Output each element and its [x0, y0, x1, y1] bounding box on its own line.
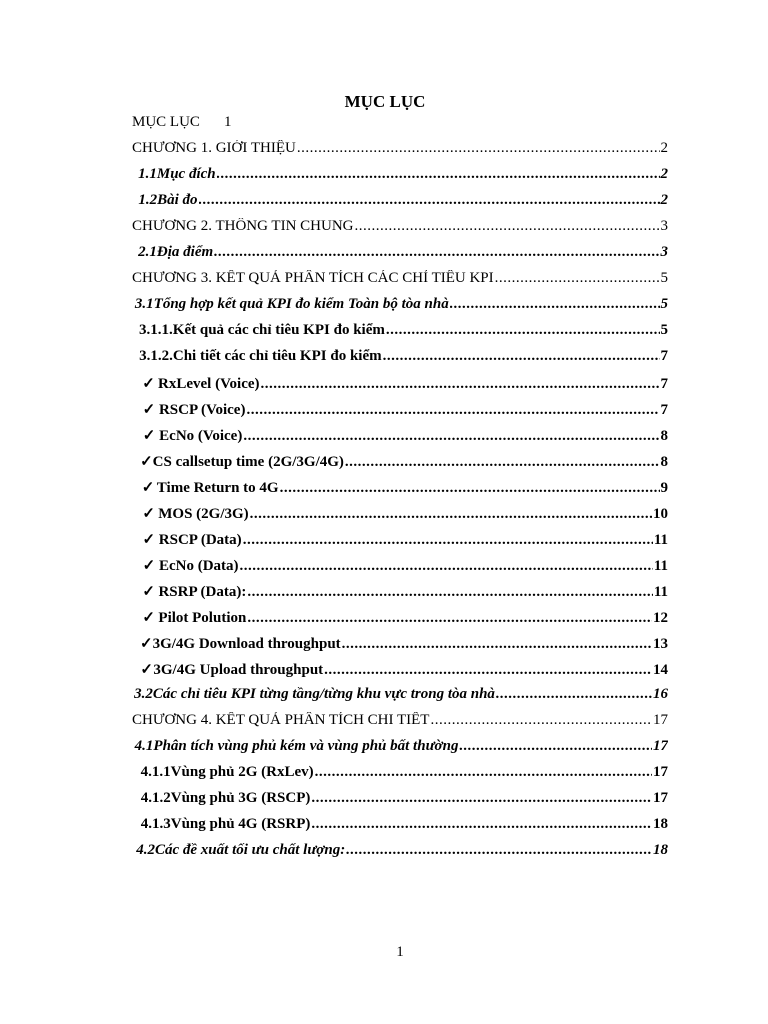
toc-leader-dots — [342, 636, 652, 653]
toc-leader-dots — [247, 584, 652, 601]
toc-entry[interactable] — [132, 166, 668, 188]
toc-leader-dots — [450, 296, 660, 313]
checkmark-icon: ✓ — [142, 428, 156, 444]
toc-leader-dots — [217, 166, 660, 183]
toc-entry-label: Mục đích — [156, 166, 216, 182]
checkmark-icon: ✓ — [142, 610, 155, 626]
toc-leader-dots — [383, 348, 660, 365]
toc-leader-dots — [243, 428, 659, 445]
toc-entry-page: 17 — [653, 738, 668, 754]
checkmark-icon: ✓ — [140, 662, 153, 678]
toc-entry-page: 16 — [653, 686, 668, 702]
toc-entry-label: Địa điểm — [156, 244, 214, 260]
checkmark-icon: ✓ — [142, 376, 155, 392]
toc-entry-label: Time Return to 4G — [156, 480, 279, 496]
toc-entry-number: 4.1.2 — [140, 790, 171, 806]
toc-leader-dots — [346, 842, 652, 859]
toc-entry[interactable] — [132, 322, 668, 344]
toc-title: MỤC LỤC — [344, 92, 426, 111]
toc-entry-label: 3G/4G Download throughput — [152, 636, 341, 652]
toc-entry[interactable] — [132, 764, 668, 786]
toc-entry-number: 3.2 — [134, 686, 153, 702]
toc-leader-dots — [214, 244, 659, 261]
toc-entry[interactable] — [132, 712, 668, 734]
toc-entry-page: 8 — [660, 428, 668, 444]
toc-entry-number: 4.1 — [134, 738, 154, 754]
toc-leader-dots — [246, 402, 659, 419]
toc-entry[interactable] — [132, 348, 668, 370]
toc-entry-page: 17 — [653, 764, 668, 780]
toc-entry-page: 3 — [660, 244, 668, 260]
toc-entry[interactable] — [132, 634, 668, 656]
toc-entry-page: 2 — [660, 140, 668, 156]
toc-entry-label: 3G/4G Upload throughput — [153, 662, 324, 678]
checkmark-icon: ✓ — [142, 584, 155, 600]
toc-entry-number: 3.1.1. — [139, 322, 173, 338]
toc-leader-dots — [311, 816, 652, 833]
toc-entry[interactable] — [132, 374, 668, 396]
toc-leader-dots — [243, 532, 653, 549]
toc-entry[interactable] — [132, 842, 668, 864]
toc-entry-label: CHƯƠNG 2. THÔNG TIN CHUNG — [132, 218, 354, 234]
toc-entry-label: Vùng phủ 4G (RSRP) — [170, 816, 311, 832]
toc-entry[interactable] — [132, 218, 668, 240]
toc-entry-label: MỤC LỤC — [132, 114, 200, 130]
toc-entry-page: 14 — [653, 662, 668, 678]
toc-entry-number: 3.1.2. — [139, 348, 173, 364]
toc-leader-dots — [240, 558, 653, 575]
toc-entry-label: Chi tiết các chỉ tiêu KPI đo kiểm — [172, 348, 382, 364]
toc-entry[interactable] — [132, 816, 668, 838]
toc-leader-dots — [459, 738, 652, 755]
toc-entry[interactable] — [132, 738, 668, 760]
toc-entry-label: Các chỉ tiêu KPI từng tầng/từng khu vực trong tòa nhà — [152, 686, 495, 702]
toc-entry[interactable] — [132, 452, 668, 474]
checkmark-icon: ✓ — [142, 558, 156, 574]
toc-entry[interactable] — [132, 660, 668, 682]
toc-entry[interactable] — [132, 608, 668, 630]
toc-entry-page: 1 — [223, 114, 232, 130]
toc-entry-page: 7 — [660, 402, 668, 418]
toc-leader-dots — [345, 454, 660, 471]
toc-leader-dots — [355, 218, 660, 235]
toc-entry-page: 11 — [653, 584, 668, 600]
toc-entry-label: CHƯƠNG 1. GIỚI THIỆU — [132, 140, 296, 156]
toc-entry-page: 10 — [653, 506, 668, 522]
toc-entry-page: 18 — [653, 816, 668, 832]
toc-entry-label: Vùng phủ 3G (RSCP) — [170, 790, 311, 806]
page-number: 1 — [396, 944, 404, 960]
toc-entry-label: MOS (2G/3G) — [158, 506, 249, 522]
toc-entry-page: 11 — [653, 532, 668, 548]
toc-entry-label: CHƯƠNG 4. KẾT QUẢ PHÂN TÍCH CHI TIẾT — [132, 712, 430, 728]
toc-entry-label: Bài đo — [157, 192, 198, 208]
toc-entry[interactable] — [132, 270, 668, 292]
toc-entry[interactable] — [132, 478, 668, 500]
toc-entry[interactable] — [132, 140, 668, 162]
toc-entry-label: RxLevel (Voice) — [158, 376, 260, 392]
toc-entry-label: CS callsetup time (2G/3G/4G) — [152, 454, 344, 470]
toc-entry-page: 5 — [660, 322, 668, 338]
toc-entry-page: 8 — [660, 454, 668, 470]
toc-entry-label: Tổng hợp kết quả KPI đo kiểm Toàn bộ tòa nhà — [153, 296, 449, 312]
toc-entry-number: 4.2 — [136, 842, 155, 858]
checkmark-icon: ✓ — [141, 480, 155, 496]
toc-entry[interactable] — [132, 530, 668, 552]
toc-header-line — [132, 114, 668, 136]
toc-entry-page: 9 — [660, 480, 668, 496]
toc-leader-dots — [261, 376, 660, 393]
toc-entry-page: 2 — [660, 192, 668, 208]
toc-entry-label: RSRP (Data): — [158, 584, 247, 600]
toc-entry-page: 7 — [660, 348, 668, 364]
toc-entry[interactable] — [132, 790, 668, 812]
toc-entry-number: 1.1 — [138, 166, 157, 182]
checkmark-icon: ✓ — [142, 506, 155, 522]
toc-entry[interactable] — [132, 686, 668, 708]
toc-entry-page: 7 — [660, 376, 668, 392]
toc-entry-page: 3 — [660, 218, 668, 234]
checkmark-icon: ✓ — [140, 454, 153, 470]
toc-entry-label: EcNo (Data) — [158, 558, 239, 574]
toc-entry-page: 5 — [660, 270, 668, 286]
toc-entry[interactable] — [132, 504, 668, 526]
toc-entry-label: Vùng phủ 2G (RxLev) — [170, 764, 314, 780]
toc-entry-label: Pilot Polution — [158, 610, 247, 626]
toc-entry-label: RSCP (Data) — [158, 532, 242, 548]
toc-leader-dots — [496, 686, 652, 703]
toc-leader-dots — [315, 764, 652, 781]
toc-entry-label: RSCP (Voice) — [158, 402, 246, 418]
toc-entry-label: Các đề xuất tối ưu chất lượng: — [154, 842, 346, 858]
toc-entry[interactable] — [132, 192, 668, 214]
checkmark-icon: ✓ — [139, 636, 153, 652]
toc-leader-dots — [311, 790, 652, 807]
toc-entry-label: Kết quả các chỉ tiêu KPI đo kiểm — [172, 322, 385, 338]
toc-entry-label: EcNo (Voice) — [159, 428, 243, 444]
toc-entry[interactable] — [132, 582, 668, 604]
toc-leader-dots — [280, 480, 660, 497]
toc-entry[interactable] — [132, 400, 668, 422]
toc-entry-page: 17 — [653, 790, 668, 806]
toc-leader-dots — [247, 610, 652, 627]
toc-entry-page: 5 — [660, 296, 668, 312]
toc-entry-label: Phân tích vùng phủ kém và vùng phủ bất thường — [153, 738, 459, 754]
toc-entry-page: 2 — [660, 166, 668, 182]
toc-entry-page: 18 — [653, 842, 668, 858]
toc-entry-page: 17 — [653, 712, 668, 728]
toc-leader-dots — [386, 322, 660, 339]
toc-entry[interactable] — [132, 426, 668, 448]
toc-entry-number: 2.1 — [138, 244, 157, 260]
toc-entry[interactable] — [132, 296, 668, 318]
checkmark-icon: ✓ — [142, 402, 156, 418]
toc-entry[interactable] — [132, 556, 668, 578]
toc-entry-page: 12 — [653, 610, 668, 626]
toc-entry-number: 3.1 — [134, 296, 154, 312]
toc-leader-dots — [297, 140, 660, 157]
toc-leader-dots — [430, 712, 652, 729]
toc-entry-number: 4.1.3 — [140, 816, 171, 832]
toc-leader-dots — [199, 192, 660, 209]
toc-entry-page: 11 — [653, 558, 668, 574]
toc-entry-number: 1.2 — [138, 192, 158, 208]
checkmark-icon: ✓ — [142, 532, 156, 548]
toc-entry-label: CHƯƠNG 3. KẾT QUẢ PHÂN TÍCH CÁC CHỈ TIÊU KPI — [132, 270, 494, 286]
toc-entry-number: 4.1.1 — [140, 764, 171, 780]
toc-entry[interactable] — [132, 244, 668, 266]
toc-entry-page: 13 — [653, 636, 668, 652]
toc-leader-dots — [324, 662, 652, 679]
toc-leader-dots — [495, 270, 660, 287]
toc-leader-dots — [250, 506, 652, 523]
